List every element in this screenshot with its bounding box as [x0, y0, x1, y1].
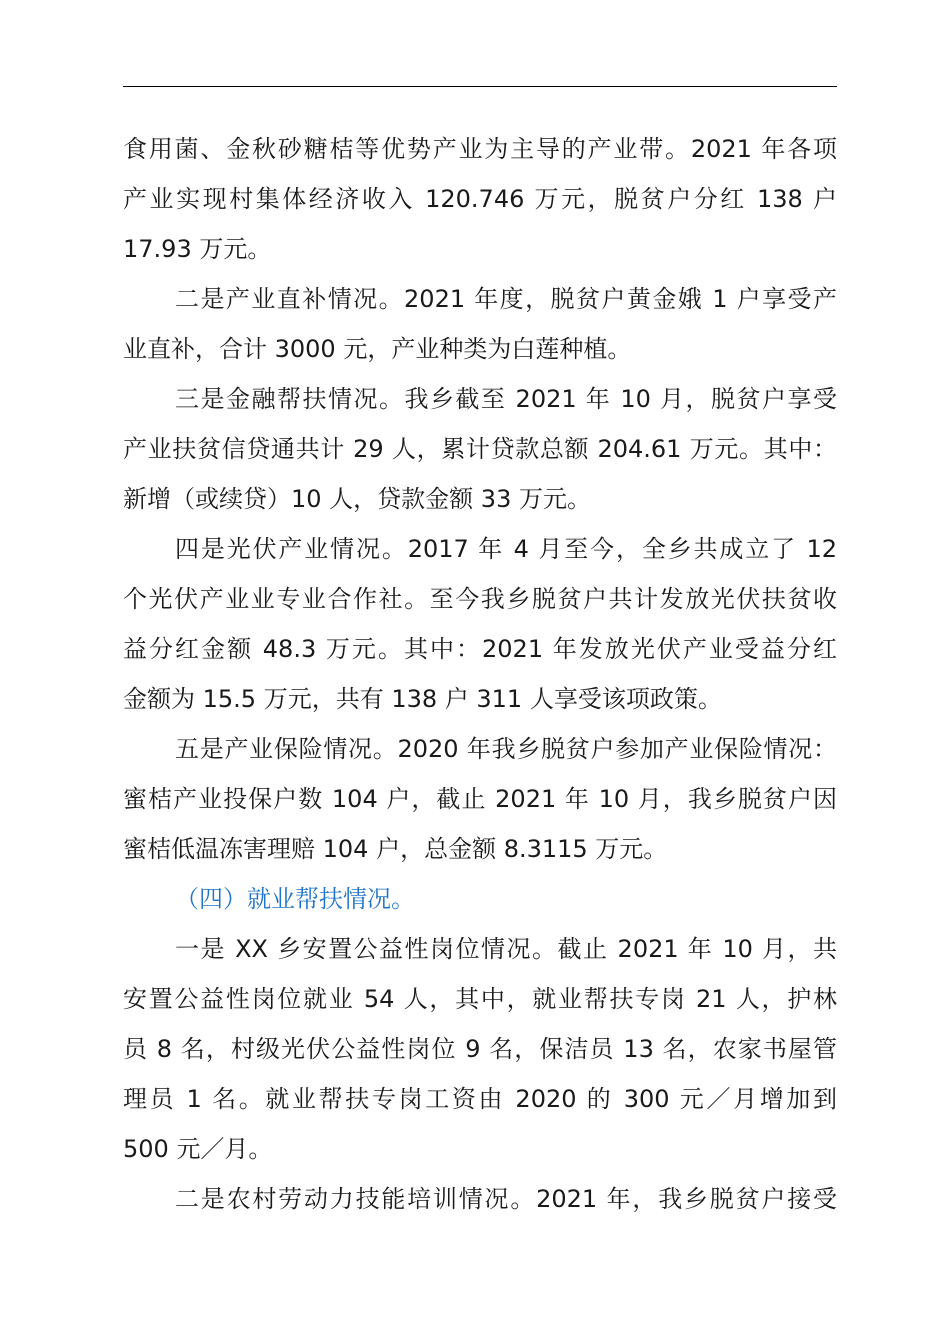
paragraph-line: 业直补，合计 3000 元，产业种类为白莲种植。 — [123, 335, 632, 363]
paragraph-line: 蜜桔低温冻害理赔 104 户，总金额 8.3115 万元。 — [123, 835, 668, 863]
paragraph-line: 三是金融帮扶情况。我乡截至 2021 年 10 月，脱贫户享受 — [175, 385, 837, 413]
paragraph-line: 金额为 15.5 万元，共有 138 户 311 人享受该项政策。 — [123, 685, 722, 713]
paragraph-line: 一是 XX 乡安置公益性岗位情况。截止 2021 年 10 月，共 — [175, 935, 837, 963]
section-heading: （四）就业帮扶情况。 — [175, 885, 415, 913]
paragraph-line: 产业实现村集体经济收入 120.746 万元，脱贫户分红 138 户 — [123, 185, 837, 213]
paragraph-line: 蜜桔产业投保户数 104 户，截止 2021 年 10 月，我乡脱贫户因 — [123, 785, 837, 813]
document-body — [123, 124, 837, 1224]
paragraph-line: 安置公益性岗位就业 54 人，其中，就业帮扶专岗 21 人，护林 — [123, 985, 837, 1013]
paragraph-line: 新增（或续贷）10 人，贷款金额 33 万元。 — [123, 485, 591, 513]
paragraph-line: 五是产业保险情况。2020 年我乡脱贫户参加产业保险情况： — [175, 735, 837, 763]
paragraph-line: 500 元／月。 — [123, 1135, 273, 1163]
paragraph-line: 益分红金额 48.3 万元。其中：2021 年发放光伏产业受益分红 — [123, 635, 837, 663]
header-rule — [123, 86, 837, 87]
paragraph-line: 食用菌、金秋砂糖桔等优势产业为主导的产业带。2021 年各项 — [123, 135, 837, 163]
paragraph-line: 理员 1 名。就业帮扶专岗工资由 2020 的 300 元／月增加到 — [123, 1085, 837, 1113]
paragraph-line: 二是产业直补情况。2021 年度，脱贫户黄金娥 1 户享受产 — [175, 285, 837, 313]
paragraph-line: 四是光伏产业情况。2017 年 4 月至今，全乡共成立了 12 — [175, 535, 837, 563]
paragraph-line: 17.93 万元。 — [123, 235, 272, 263]
paragraph-line: 产业扶贫信贷通共计 29 人，累计贷款总额 204.61 万元。其中： — [123, 435, 837, 463]
paragraph-line: 员 8 名，村级光伏公益性岗位 9 名，保洁员 13 名，农家书屋管 — [123, 1035, 837, 1063]
paragraph-line: 个光伏产业业专业合作社。至今我乡脱贫户共计发放光伏扶贫收 — [123, 585, 837, 613]
paragraph-line: 二是农村劳动力技能培训情况。2021 年，我乡脱贫户接受 — [175, 1185, 837, 1213]
